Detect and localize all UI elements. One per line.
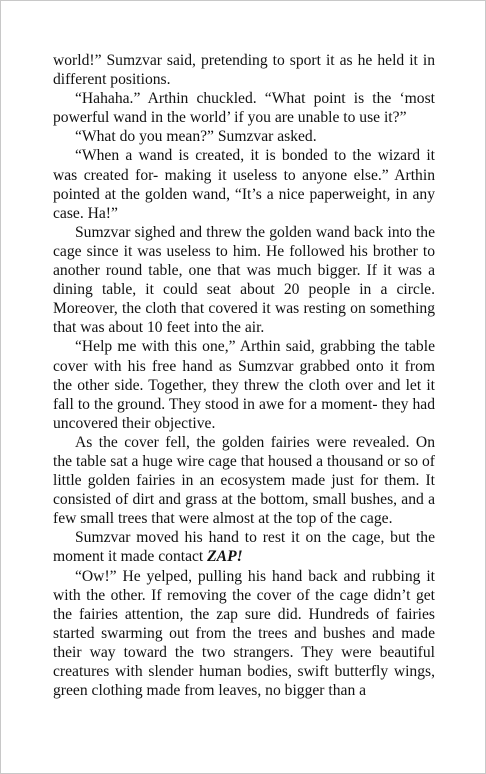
- paragraph: “Hahaha.” Arthin chuckled. “What point is the ‘most powerful wand in the world’ if you are unable to use it?”: [53, 90, 435, 127]
- paragraph: world!” Sumzvar said, pretending to sport it as he held it in different positions.: [53, 52, 435, 89]
- paragraph: [53, 528, 435, 566]
- paragraph-text: Sumzvar moved his hand to rest it on the cage, but the moment it made contact: [53, 529, 435, 566]
- emphasis-text: ZAP!: [207, 548, 243, 566]
- paragraph: “What do you mean?” Sumzvar asked.: [75, 128, 317, 146]
- paragraph: “Help me with this one,” Arthin said, grabbing the table cover with his free hand as Sumzvar grabbed onto it from the other side. Together, they threw the cloth over and let it fall to the ground. They stood in awe for a moment- they had uncovered their objective.: [53, 338, 435, 432]
- paragraph: “When a wand is created, it is bonded to the wizard it was created for- making it useless to anyone else.” Arthin pointed at the golden wand, “It’s a nice paperweight, in any case. Ha!”: [53, 147, 435, 222]
- body-text: [53, 51, 435, 700]
- paragraph: As the cover fell, the golden fairies were revealed. On the table sat a huge wire cage that housed a thousand or so of little golden fairies in an ecosystem made just for them. It consisted of dirt and grass at the bottom, small bushes, and a few small trees that were almost at the top of the cage.: [53, 433, 435, 528]
- paragraph: “Ow!” He yelped, pulling his hand back and rubbing it with the other. If removing the cover of the cage didn’t get the fairies attention, the zap sure did. Hundreds of fairies started swarming out from the trees and bushes and made their way toward the two strangers. They were beautiful creatures with slender human bodies, swift butterfly wings, green clothing made from leaves, no bigger than a: [53, 567, 435, 700]
- paragraph: Sumzvar sighed and threw the golden wand back into the cage since it was useless to him. He followed his brother to another round table, one that was much bigger. If it was a dining table, it could seat about 20 people in a circle. Moreover, the cloth that covered it was resting on something that was about 10 feet into the air.: [53, 223, 435, 337]
